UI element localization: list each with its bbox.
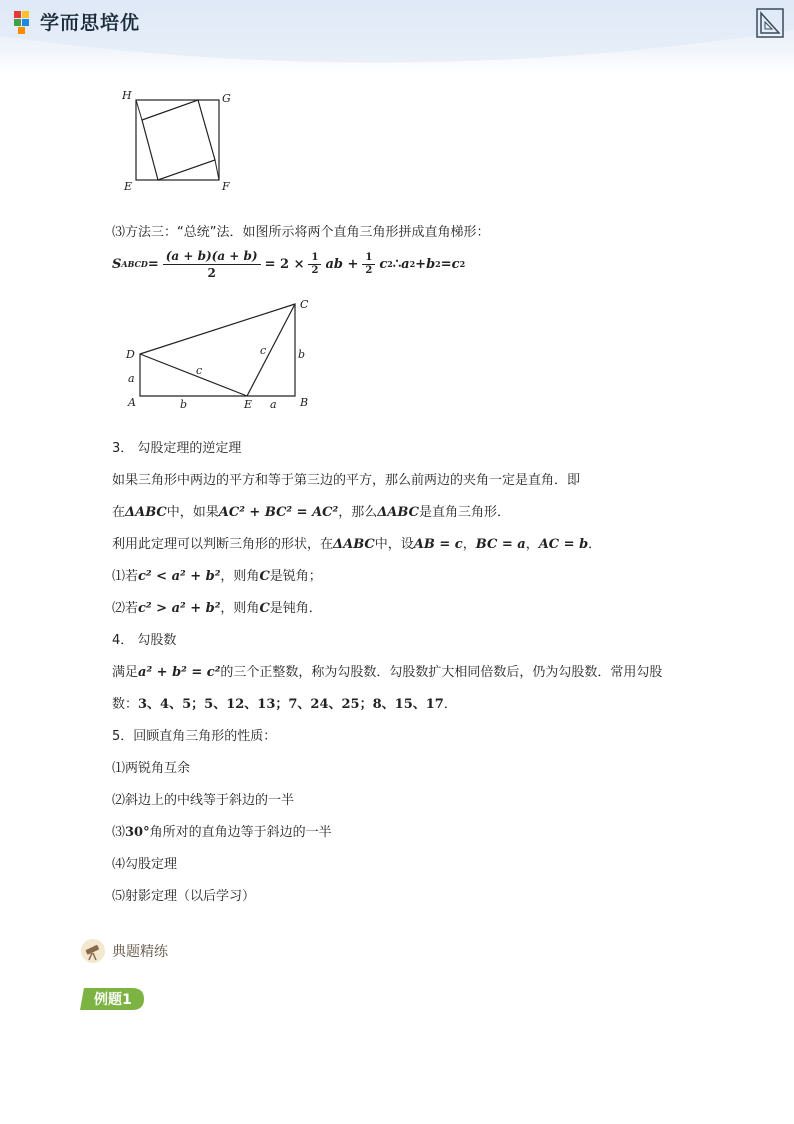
brand-logo	[12, 8, 140, 35]
t: ⑵若	[112, 601, 139, 616]
sec5-item3	[112, 824, 332, 842]
m: c² < a² + b²	[138, 569, 221, 584]
label-b-right: b	[298, 348, 306, 361]
formula-therefore: ∴	[392, 256, 402, 272]
formula-ab: ab +	[325, 256, 359, 272]
t: 中，设	[374, 537, 414, 552]
sec4-line2	[112, 696, 457, 714]
label-c-lower: c	[196, 364, 203, 377]
label-A: A	[128, 396, 136, 409]
formula-eq: =	[147, 256, 159, 272]
t: 中，如果	[166, 505, 219, 520]
t: 是锐角；	[269, 569, 322, 584]
sec5-item5: ⑸射影定理（以后学习）	[112, 889, 256, 904]
formula-mid: = 2 ×	[264, 256, 305, 272]
label-H: H	[122, 89, 132, 102]
example-label: 例题1	[94, 992, 132, 1008]
label-C: C	[300, 298, 309, 311]
m: 3、4、5；5、12、13；7、24、25；8、15、17	[138, 697, 444, 712]
method3-text: ⑶方法三：“总统”法．如图所示将两个直角三角形拼成直角梯形：	[112, 225, 490, 240]
m: C	[259, 601, 270, 616]
t: 是钝角．	[269, 601, 322, 616]
frac-num: (a + b)(a + b)	[163, 248, 261, 265]
label-D: D	[126, 348, 135, 361]
formula-half2	[362, 252, 375, 277]
t: 角所对的直角边等于斜边的一半	[149, 825, 332, 840]
area-formula: S ABCD = $\frac{(a + b)(a + b)}{2}$ = 2 × $\frac{1}{2}$ ab + $\frac{1}{2}$ c 2 ∴ a 2 + b 2 = c 2	[112, 248, 466, 280]
sec4-line1	[112, 664, 662, 682]
frac-den: 2	[207, 265, 216, 280]
t: ⑴若	[112, 569, 139, 584]
m: c² > a² + b²	[138, 601, 221, 616]
t: ⑶	[112, 825, 126, 840]
m: a² + b² = c²	[138, 665, 221, 680]
half2-den: 2	[365, 264, 373, 276]
label-a-left: a	[128, 372, 135, 385]
practice-title: 典题精练	[112, 944, 168, 960]
t: 在	[112, 505, 126, 520]
t: ，则角	[220, 569, 260, 584]
formula-S: S	[112, 256, 122, 272]
label-E: E	[244, 398, 253, 411]
m: ΔABC	[377, 505, 419, 520]
sec5-item4: ⑷勾股定理	[112, 857, 178, 872]
telescope-icon	[80, 938, 106, 964]
sec5-title: 5．回顾直角三角形的性质：	[112, 729, 277, 744]
formula-c2: c	[451, 256, 460, 272]
logo-mark-icon	[12, 9, 36, 35]
label-B: B	[300, 396, 309, 409]
t: ．	[588, 537, 602, 552]
label-G: G	[222, 92, 231, 105]
m: BC = a	[475, 537, 526, 552]
half1-num: 1	[308, 252, 321, 265]
formula-a: a	[401, 256, 410, 272]
formula-half1	[308, 252, 321, 277]
figure-square-diagram	[115, 86, 235, 196]
sec3-item1	[112, 568, 322, 586]
m: ΔABC	[333, 537, 375, 552]
t: ，则角	[220, 601, 260, 616]
sec3-item2	[112, 600, 322, 618]
ruler-triangle-icon	[756, 8, 784, 38]
label-b-bottom: b	[180, 398, 188, 411]
t: ，那么	[338, 505, 378, 520]
formula-plus: +	[415, 256, 427, 272]
t: 是直角三角形．	[418, 505, 510, 520]
m: C	[259, 569, 270, 584]
m: AC² + BC² = AC²	[218, 505, 339, 520]
figure-trapezoid-diagram	[120, 294, 320, 414]
t: ，	[525, 537, 539, 552]
sec4-title: 4． 勾股数	[112, 633, 177, 648]
sec3-line1: 如果三角形中两边的平方和等于第三边的平方，那么前两边的夹角一定是直角．即	[112, 473, 581, 488]
half2-num: 1	[362, 252, 375, 265]
label-E: E	[124, 180, 133, 193]
m: 30°	[125, 825, 150, 840]
formula-c: c	[379, 256, 388, 272]
sec5-item1: ⑴两锐角互余	[112, 761, 191, 776]
practice-section-title	[80, 938, 168, 964]
sec3-line2	[112, 504, 510, 522]
formula-eq2: =	[440, 256, 452, 272]
t: 利用此定理可以判断三角形的形状，在	[112, 537, 334, 552]
brand-name: 学而思培优	[40, 12, 141, 34]
t: ，	[462, 537, 476, 552]
half1-den: 2	[311, 264, 319, 276]
t: 满足	[112, 665, 139, 680]
label-F: F	[222, 180, 230, 193]
sec3-line3	[112, 536, 601, 554]
sec3-title: 3． 勾股定理的逆定理	[112, 441, 242, 456]
formula-b: b	[426, 256, 436, 272]
formula-frac	[163, 248, 261, 281]
sec5-item2: ⑵斜边上的中线等于斜边的一半	[112, 793, 295, 808]
example-tab	[78, 986, 148, 1016]
m: AC = b	[538, 537, 589, 552]
t: ．	[443, 697, 457, 712]
t: 数：	[112, 697, 139, 712]
m: ΔABC	[125, 505, 167, 520]
label-c-upper: c	[260, 344, 267, 357]
t: 的三个正整数，称为勾股数．勾股数扩大相同倍数后，仍为勾股数．常用勾股	[220, 665, 663, 680]
label-a-bottom: a	[270, 398, 277, 411]
m: AB = c	[413, 537, 463, 552]
